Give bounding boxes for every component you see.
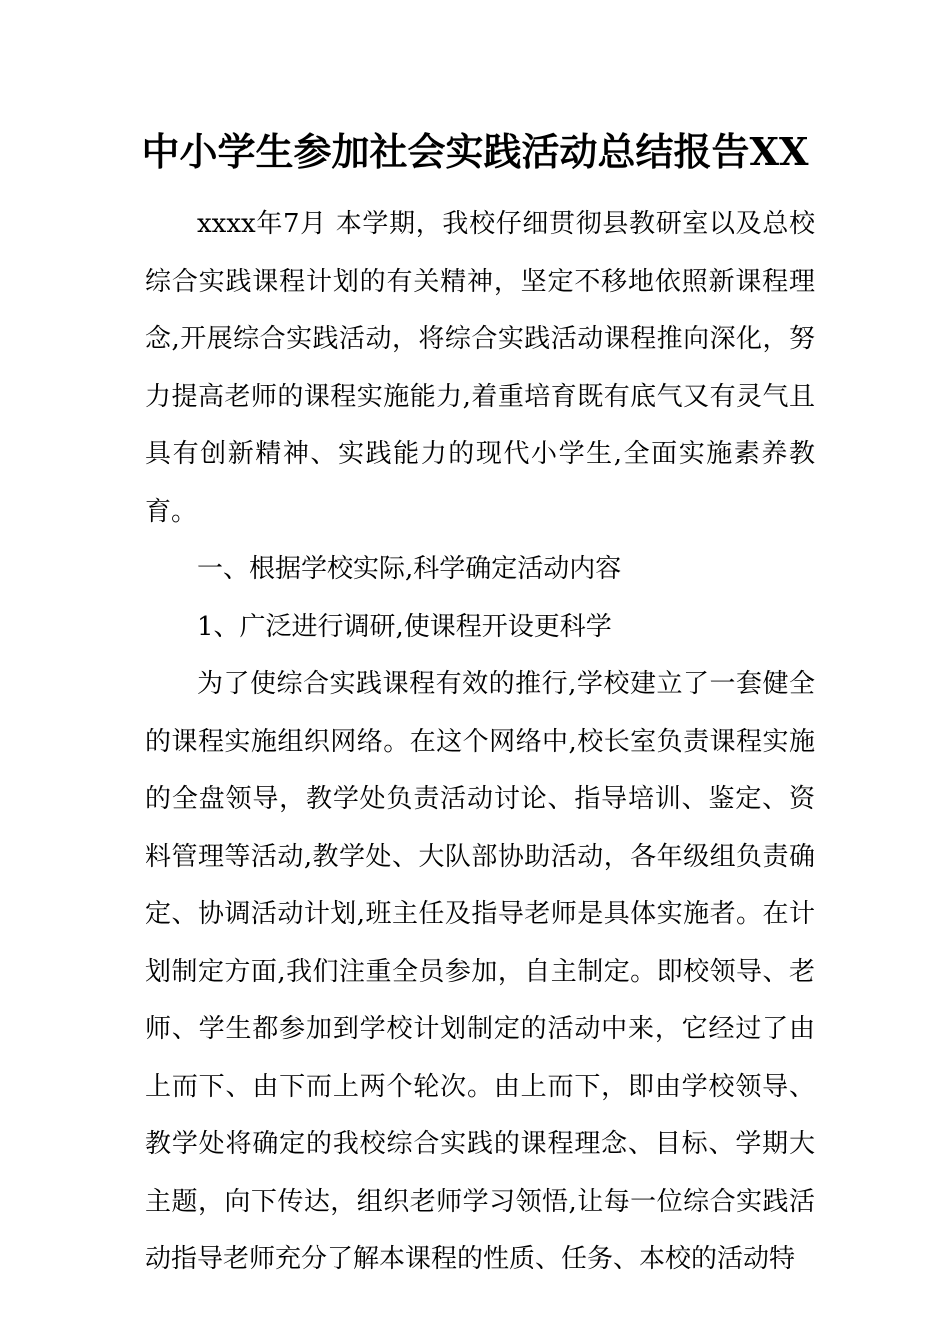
document-title: 中小学生参加社会实践活动总结报告XX: [141, 129, 809, 174]
document-body: [145, 196, 815, 1289]
section-heading-1: 一、根据学校实际,科学确定活动内容: [197, 554, 622, 584]
subsection-heading-1: 1、广泛进行调研,使课程开设更科学: [197, 611, 612, 642]
paragraph-organization: 为了使综合实践课程有效的推行,学校建立了一套健全的课程实施组织网络。在这个网络中,校长室负责课程实施的全盘领导，教学处负责活动讨论、指导培训、鉴定、资料管理等活动,教学处、大队部协助活动，各年级组负责确定、协调活动计划,班主任及指导老师是具体实施者。在计划制定方面,我们注重全员参加，自主制定。即校领导、老师、学生都参加到学校计划制定的活动中来，它经过了由上而下、由下而上两个轮次。由上而下，即由学校领导、教学处将确定的我校综合实践的课程理念、目标、学期大主题，向下传达，组织老师学习领悟,让每一位综合实践活动指导老师充分了解本课程的性质、任务、本校的活动特: [145, 669, 815, 1274]
paragraph-intro: xxxx年7月 本学期，我校仔细贯彻县教研室以及总校综合实践课程计划的有关精神，坚定不移地依照新课程理念,开展综合实践活动，将综合实践活动课程推向深化，努力提高老师的课程实施能力,着重培育既有底气又有灵气且具有创新精神、实践能力的现代小学生,全面实施素养教育。: [145, 209, 815, 527]
